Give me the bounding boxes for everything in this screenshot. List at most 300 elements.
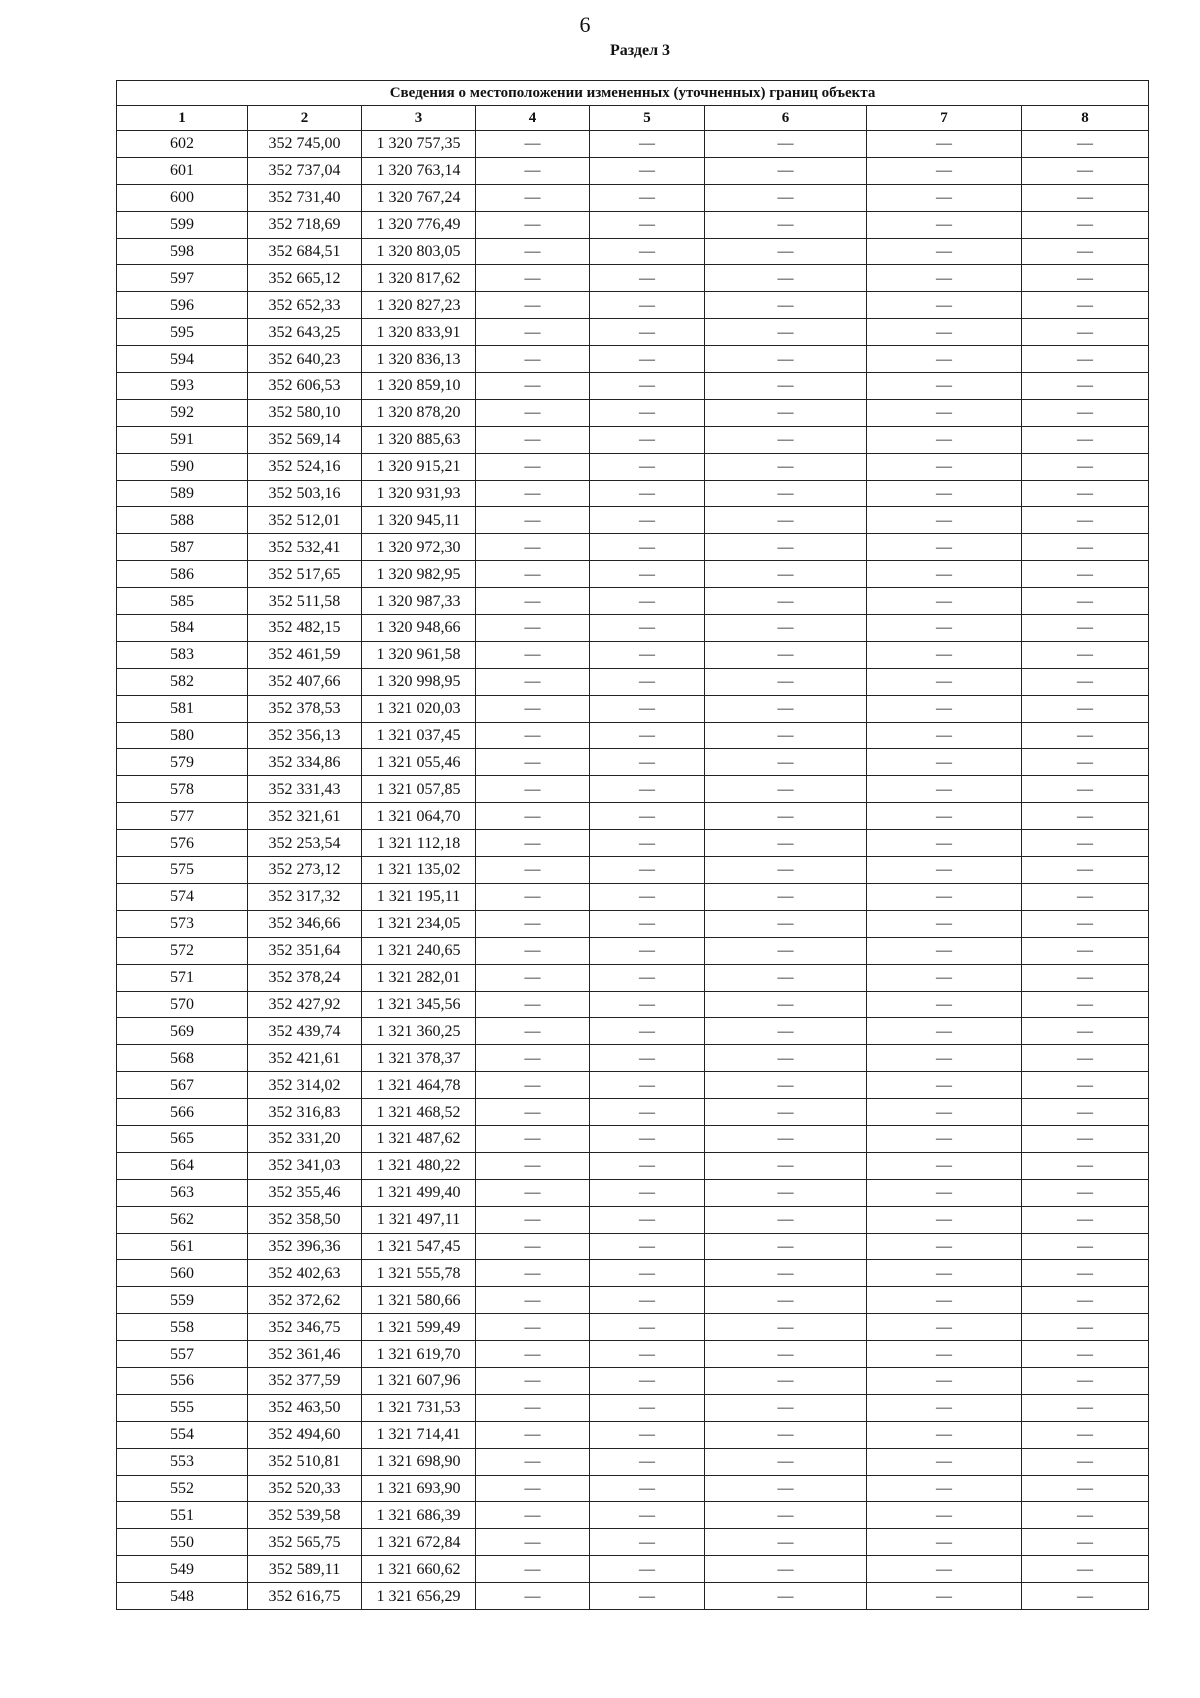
empty-value-cell: — <box>867 1448 1022 1475</box>
boundary-coordinates-table <box>116 80 1149 1610</box>
empty-value-cell: — <box>1022 1314 1149 1341</box>
empty-value-cell: — <box>590 1233 705 1260</box>
empty-value-cell: — <box>476 561 590 588</box>
point-number-cell: 552 <box>117 1475 248 1502</box>
empty-value-cell: — <box>867 1556 1022 1583</box>
y-coordinate-cell: 1 321 656,29 <box>362 1583 476 1610</box>
empty-value-cell: — <box>705 1341 867 1368</box>
empty-value-cell: — <box>1022 830 1149 857</box>
empty-value-cell: — <box>476 238 590 265</box>
table-row <box>117 1475 1149 1502</box>
empty-value-cell: — <box>590 776 705 803</box>
point-number-cell: 557 <box>117 1341 248 1368</box>
point-number-cell: 562 <box>117 1206 248 1233</box>
empty-value-cell: — <box>867 346 1022 373</box>
empty-value-cell: — <box>590 910 705 937</box>
empty-value-cell: — <box>476 1072 590 1099</box>
empty-value-cell: — <box>590 803 705 830</box>
x-coordinate-cell: 352 503,16 <box>248 480 362 507</box>
empty-value-cell: — <box>476 1529 590 1556</box>
y-coordinate-cell: 1 320 763,14 <box>362 157 476 184</box>
x-coordinate-cell: 352 351,64 <box>248 937 362 964</box>
empty-value-cell: — <box>867 131 1022 158</box>
table-row <box>117 964 1149 991</box>
empty-value-cell: — <box>590 1421 705 1448</box>
empty-value-cell: — <box>705 265 867 292</box>
y-coordinate-cell: 1 321 345,56 <box>362 991 476 1018</box>
empty-value-cell: — <box>867 830 1022 857</box>
point-number-cell: 551 <box>117 1502 248 1529</box>
x-coordinate-cell: 352 745,00 <box>248 131 362 158</box>
y-coordinate-cell: 1 321 599,49 <box>362 1314 476 1341</box>
empty-value-cell: — <box>867 1314 1022 1341</box>
empty-value-cell: — <box>590 883 705 910</box>
empty-value-cell: — <box>590 561 705 588</box>
empty-value-cell: — <box>1022 1018 1149 1045</box>
empty-value-cell: — <box>476 964 590 991</box>
table-row <box>117 292 1149 319</box>
y-coordinate-cell: 1 320 915,21 <box>362 453 476 480</box>
empty-value-cell: — <box>1022 238 1149 265</box>
empty-value-cell: — <box>590 319 705 346</box>
empty-value-cell: — <box>705 1045 867 1072</box>
y-coordinate-cell: 1 320 859,10 <box>362 373 476 400</box>
table-row <box>117 830 1149 857</box>
empty-value-cell: — <box>705 373 867 400</box>
table-row <box>117 1367 1149 1394</box>
empty-value-cell: — <box>867 1260 1022 1287</box>
x-coordinate-cell: 352 346,75 <box>248 1314 362 1341</box>
y-coordinate-cell: 1 321 135,02 <box>362 857 476 884</box>
y-coordinate-cell: 1 320 945,11 <box>362 507 476 534</box>
empty-value-cell: — <box>705 1583 867 1610</box>
table-row <box>117 534 1149 561</box>
empty-value-cell: — <box>590 1583 705 1610</box>
empty-value-cell: — <box>705 211 867 238</box>
y-coordinate-cell: 1 321 057,85 <box>362 776 476 803</box>
empty-value-cell: — <box>476 157 590 184</box>
x-coordinate-cell: 352 273,12 <box>248 857 362 884</box>
point-number-cell: 576 <box>117 830 248 857</box>
table-row <box>117 1152 1149 1179</box>
y-coordinate-cell: 1 321 619,70 <box>362 1341 476 1368</box>
empty-value-cell: — <box>476 1045 590 1072</box>
point-number-cell: 593 <box>117 373 248 400</box>
point-number-cell: 550 <box>117 1529 248 1556</box>
table-row <box>117 1448 1149 1475</box>
empty-value-cell: — <box>590 1045 705 1072</box>
x-coordinate-cell: 352 331,43 <box>248 776 362 803</box>
x-coordinate-cell: 352 361,46 <box>248 1341 362 1368</box>
y-coordinate-cell: 1 321 731,53 <box>362 1394 476 1421</box>
empty-value-cell: — <box>867 238 1022 265</box>
y-coordinate-cell: 1 321 547,45 <box>362 1233 476 1260</box>
table-row <box>117 1421 1149 1448</box>
empty-value-cell: — <box>476 1394 590 1421</box>
empty-value-cell: — <box>705 1206 867 1233</box>
empty-value-cell: — <box>705 1072 867 1099</box>
empty-value-cell: — <box>705 480 867 507</box>
empty-value-cell: — <box>476 346 590 373</box>
empty-value-cell: — <box>1022 615 1149 642</box>
empty-value-cell: — <box>705 964 867 991</box>
column-header-2: 2 <box>248 106 362 131</box>
table-row <box>117 346 1149 373</box>
empty-value-cell: — <box>476 776 590 803</box>
empty-value-cell: — <box>867 1072 1022 1099</box>
x-coordinate-cell: 352 356,13 <box>248 722 362 749</box>
empty-value-cell: — <box>590 1448 705 1475</box>
y-coordinate-cell: 1 320 803,05 <box>362 238 476 265</box>
table-row <box>117 131 1149 158</box>
empty-value-cell: — <box>867 1583 1022 1610</box>
empty-value-cell: — <box>590 1018 705 1045</box>
y-coordinate-cell: 1 321 487,62 <box>362 1125 476 1152</box>
empty-value-cell: — <box>705 453 867 480</box>
table-row <box>117 803 1149 830</box>
empty-value-cell: — <box>867 426 1022 453</box>
x-coordinate-cell: 352 439,74 <box>248 1018 362 1045</box>
empty-value-cell: — <box>867 157 1022 184</box>
empty-value-cell: — <box>476 319 590 346</box>
empty-value-cell: — <box>590 184 705 211</box>
empty-value-cell: — <box>476 453 590 480</box>
empty-value-cell: — <box>476 211 590 238</box>
column-header-1: 1 <box>117 106 248 131</box>
empty-value-cell: — <box>1022 131 1149 158</box>
y-coordinate-cell: 1 320 885,63 <box>362 426 476 453</box>
empty-value-cell: — <box>705 857 867 884</box>
y-coordinate-cell: 1 321 234,05 <box>362 910 476 937</box>
point-number-cell: 571 <box>117 964 248 991</box>
table-row <box>117 641 1149 668</box>
empty-value-cell: — <box>476 292 590 319</box>
empty-value-cell: — <box>705 1018 867 1045</box>
x-coordinate-cell: 352 317,32 <box>248 883 362 910</box>
x-coordinate-cell: 352 331,20 <box>248 1125 362 1152</box>
y-coordinate-cell: 1 320 931,93 <box>362 480 476 507</box>
point-number-cell: 570 <box>117 991 248 1018</box>
point-number-cell: 577 <box>117 803 248 830</box>
y-coordinate-cell: 1 321 378,37 <box>362 1045 476 1072</box>
y-coordinate-cell: 1 321 055,46 <box>362 749 476 776</box>
table-row <box>117 937 1149 964</box>
table-row <box>117 776 1149 803</box>
empty-value-cell: — <box>476 695 590 722</box>
empty-value-cell: — <box>590 426 705 453</box>
empty-value-cell: — <box>590 749 705 776</box>
x-coordinate-cell: 352 377,59 <box>248 1367 362 1394</box>
point-number-cell: 554 <box>117 1421 248 1448</box>
y-coordinate-cell: 1 321 555,78 <box>362 1260 476 1287</box>
empty-value-cell: — <box>476 1341 590 1368</box>
y-coordinate-cell: 1 321 607,96 <box>362 1367 476 1394</box>
point-number-cell: 597 <box>117 265 248 292</box>
column-header-3: 3 <box>362 106 476 131</box>
point-number-cell: 590 <box>117 453 248 480</box>
empty-value-cell: — <box>1022 695 1149 722</box>
empty-value-cell: — <box>590 1072 705 1099</box>
x-coordinate-cell: 352 520,33 <box>248 1475 362 1502</box>
table-row <box>117 1583 1149 1610</box>
empty-value-cell: — <box>705 1287 867 1314</box>
x-coordinate-cell: 352 358,50 <box>248 1206 362 1233</box>
empty-value-cell: — <box>476 803 590 830</box>
empty-value-cell: — <box>867 1421 1022 1448</box>
empty-value-cell: — <box>590 1206 705 1233</box>
empty-value-cell: — <box>1022 534 1149 561</box>
point-number-cell: 591 <box>117 426 248 453</box>
y-coordinate-cell: 1 320 817,62 <box>362 265 476 292</box>
empty-value-cell: — <box>476 426 590 453</box>
point-number-cell: 565 <box>117 1125 248 1152</box>
x-coordinate-cell: 352 402,63 <box>248 1260 362 1287</box>
empty-value-cell: — <box>705 803 867 830</box>
empty-value-cell: — <box>590 238 705 265</box>
x-coordinate-cell: 352 652,33 <box>248 292 362 319</box>
empty-value-cell: — <box>1022 1475 1149 1502</box>
empty-value-cell: — <box>867 668 1022 695</box>
x-coordinate-cell: 352 643,25 <box>248 319 362 346</box>
empty-value-cell: — <box>705 346 867 373</box>
empty-value-cell: — <box>1022 1125 1149 1152</box>
empty-value-cell: — <box>590 1529 705 1556</box>
empty-value-cell: — <box>705 830 867 857</box>
x-coordinate-cell: 352 580,10 <box>248 399 362 426</box>
table-row <box>117 1394 1149 1421</box>
empty-value-cell: — <box>476 668 590 695</box>
empty-value-cell: — <box>705 910 867 937</box>
point-number-cell: 567 <box>117 1072 248 1099</box>
empty-value-cell: — <box>867 453 1022 480</box>
empty-value-cell: — <box>1022 1045 1149 1072</box>
point-number-cell: 596 <box>117 292 248 319</box>
table-row <box>117 184 1149 211</box>
table-row <box>117 238 1149 265</box>
x-coordinate-cell: 352 616,75 <box>248 1583 362 1610</box>
empty-value-cell: — <box>476 588 590 615</box>
point-number-cell: 584 <box>117 615 248 642</box>
empty-value-cell: — <box>867 373 1022 400</box>
x-coordinate-cell: 352 334,86 <box>248 749 362 776</box>
empty-value-cell: — <box>867 561 1022 588</box>
table-row <box>117 373 1149 400</box>
table-row <box>117 1206 1149 1233</box>
empty-value-cell: — <box>705 238 867 265</box>
x-coordinate-cell: 352 539,58 <box>248 1502 362 1529</box>
empty-value-cell: — <box>590 588 705 615</box>
empty-value-cell: — <box>705 588 867 615</box>
x-coordinate-cell: 352 421,61 <box>248 1045 362 1072</box>
empty-value-cell: — <box>867 857 1022 884</box>
y-coordinate-cell: 1 321 660,62 <box>362 1556 476 1583</box>
y-coordinate-cell: 1 320 948,66 <box>362 615 476 642</box>
point-number-cell: 582 <box>117 668 248 695</box>
empty-value-cell: — <box>590 399 705 426</box>
table-row <box>117 265 1149 292</box>
empty-value-cell: — <box>867 211 1022 238</box>
empty-value-cell: — <box>590 1367 705 1394</box>
empty-value-cell: — <box>867 749 1022 776</box>
empty-value-cell: — <box>867 722 1022 749</box>
x-coordinate-cell: 352 511,58 <box>248 588 362 615</box>
x-coordinate-cell: 352 341,03 <box>248 1152 362 1179</box>
y-coordinate-cell: 1 321 714,41 <box>362 1421 476 1448</box>
point-number-cell: 586 <box>117 561 248 588</box>
empty-value-cell: — <box>476 1179 590 1206</box>
empty-value-cell: — <box>705 937 867 964</box>
empty-value-cell: — <box>1022 1287 1149 1314</box>
empty-value-cell: — <box>590 1125 705 1152</box>
point-number-cell: 578 <box>117 776 248 803</box>
empty-value-cell: — <box>1022 373 1149 400</box>
x-coordinate-cell: 352 461,59 <box>248 641 362 668</box>
empty-value-cell: — <box>590 937 705 964</box>
x-coordinate-cell: 352 314,02 <box>248 1072 362 1099</box>
point-number-cell: 581 <box>117 695 248 722</box>
y-coordinate-cell: 1 321 686,39 <box>362 1502 476 1529</box>
table-row <box>117 615 1149 642</box>
section-label: Раздел 3 <box>609 42 671 59</box>
empty-value-cell: — <box>590 211 705 238</box>
empty-value-cell: — <box>590 265 705 292</box>
empty-value-cell: — <box>867 695 1022 722</box>
x-coordinate-cell: 352 494,60 <box>248 1421 362 1448</box>
empty-value-cell: — <box>590 991 705 1018</box>
table-row <box>117 480 1149 507</box>
empty-value-cell: — <box>1022 1179 1149 1206</box>
y-coordinate-cell: 1 320 982,95 <box>362 561 476 588</box>
point-number-cell: 602 <box>117 131 248 158</box>
table-row <box>117 426 1149 453</box>
empty-value-cell: — <box>705 1260 867 1287</box>
point-number-cell: 573 <box>117 910 248 937</box>
empty-value-cell: — <box>705 1233 867 1260</box>
x-coordinate-cell: 352 731,40 <box>248 184 362 211</box>
table-row <box>117 749 1149 776</box>
point-number-cell: 587 <box>117 534 248 561</box>
empty-value-cell: — <box>867 265 1022 292</box>
empty-value-cell: — <box>476 1099 590 1126</box>
empty-value-cell: — <box>705 991 867 1018</box>
empty-value-cell: — <box>705 426 867 453</box>
empty-value-cell: — <box>867 507 1022 534</box>
point-number-cell: 561 <box>117 1233 248 1260</box>
y-coordinate-cell: 1 321 499,40 <box>362 1179 476 1206</box>
empty-value-cell: — <box>476 534 590 561</box>
table-row <box>117 1287 1149 1314</box>
empty-value-cell: — <box>476 749 590 776</box>
x-coordinate-cell: 352 569,14 <box>248 426 362 453</box>
empty-value-cell: — <box>1022 346 1149 373</box>
empty-value-cell: — <box>476 1125 590 1152</box>
point-number-cell: 599 <box>117 211 248 238</box>
table-title-row <box>117 81 1149 106</box>
x-coordinate-cell: 352 512,01 <box>248 507 362 534</box>
table-row <box>117 1179 1149 1206</box>
empty-value-cell: — <box>476 1233 590 1260</box>
table-row <box>117 211 1149 238</box>
empty-value-cell: — <box>476 184 590 211</box>
x-coordinate-cell: 352 346,66 <box>248 910 362 937</box>
empty-value-cell: — <box>1022 1502 1149 1529</box>
empty-value-cell: — <box>705 641 867 668</box>
empty-value-cell: — <box>705 883 867 910</box>
y-coordinate-cell: 1 320 878,20 <box>362 399 476 426</box>
y-coordinate-cell: 1 321 698,90 <box>362 1448 476 1475</box>
empty-value-cell: — <box>476 1448 590 1475</box>
empty-value-cell: — <box>705 1475 867 1502</box>
empty-value-cell: — <box>705 507 867 534</box>
empty-value-cell: — <box>1022 319 1149 346</box>
empty-value-cell: — <box>476 857 590 884</box>
table-row <box>117 561 1149 588</box>
y-coordinate-cell: 1 320 998,95 <box>362 668 476 695</box>
point-number-cell: 558 <box>117 1314 248 1341</box>
empty-value-cell: — <box>1022 480 1149 507</box>
point-number-cell: 583 <box>117 641 248 668</box>
empty-value-cell: — <box>705 1421 867 1448</box>
table-row <box>117 588 1149 615</box>
column-header-7: 7 <box>867 106 1022 131</box>
empty-value-cell: — <box>476 1287 590 1314</box>
empty-value-cell: — <box>590 641 705 668</box>
empty-value-cell: — <box>705 668 867 695</box>
x-coordinate-cell: 352 718,69 <box>248 211 362 238</box>
empty-value-cell: — <box>476 373 590 400</box>
x-coordinate-cell: 352 253,54 <box>248 830 362 857</box>
empty-value-cell: — <box>1022 211 1149 238</box>
empty-value-cell: — <box>476 1583 590 1610</box>
empty-value-cell: — <box>1022 1260 1149 1287</box>
empty-value-cell: — <box>705 561 867 588</box>
point-number-cell: 580 <box>117 722 248 749</box>
empty-value-cell: — <box>476 1018 590 1045</box>
empty-value-cell: — <box>1022 1206 1149 1233</box>
y-coordinate-cell: 1 321 037,45 <box>362 722 476 749</box>
empty-value-cell: — <box>590 1287 705 1314</box>
x-coordinate-cell: 352 524,16 <box>248 453 362 480</box>
table-row <box>117 1314 1149 1341</box>
point-number-cell: 549 <box>117 1556 248 1583</box>
empty-value-cell: — <box>476 991 590 1018</box>
empty-value-cell: — <box>590 964 705 991</box>
empty-value-cell: — <box>867 184 1022 211</box>
empty-value-cell: — <box>867 1394 1022 1421</box>
y-coordinate-cell: 1 321 020,03 <box>362 695 476 722</box>
table-row <box>117 1099 1149 1126</box>
empty-value-cell: — <box>705 776 867 803</box>
empty-value-cell: — <box>1022 641 1149 668</box>
empty-value-cell: — <box>476 641 590 668</box>
table-row <box>117 1072 1149 1099</box>
y-coordinate-cell: 1 321 112,18 <box>362 830 476 857</box>
point-number-cell: 589 <box>117 480 248 507</box>
empty-value-cell: — <box>1022 588 1149 615</box>
empty-value-cell: — <box>1022 991 1149 1018</box>
x-coordinate-cell: 352 355,46 <box>248 1179 362 1206</box>
empty-value-cell: — <box>705 722 867 749</box>
x-coordinate-cell: 352 396,36 <box>248 1233 362 1260</box>
empty-value-cell: — <box>590 1179 705 1206</box>
y-coordinate-cell: 1 321 580,66 <box>362 1287 476 1314</box>
empty-value-cell: — <box>476 507 590 534</box>
empty-value-cell: — <box>867 1206 1022 1233</box>
point-number-cell: 574 <box>117 883 248 910</box>
empty-value-cell: — <box>1022 1367 1149 1394</box>
empty-value-cell: — <box>590 453 705 480</box>
empty-value-cell: — <box>1022 776 1149 803</box>
